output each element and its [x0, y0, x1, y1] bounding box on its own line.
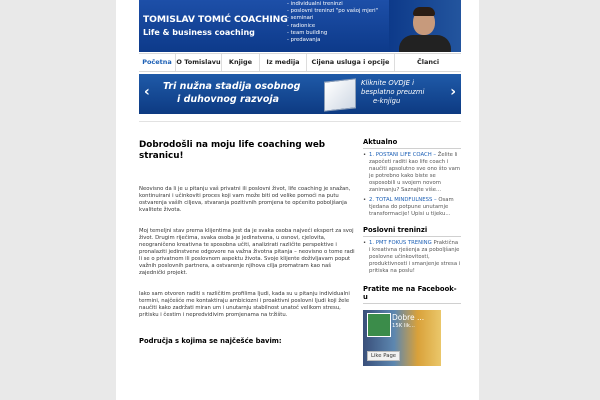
banner-promo-3[interactable]: e-knjigu	[373, 97, 401, 105]
intro-paragraph: Neovisno da li je u pitanju vaš privatni ili poslovni život, life coaching je snažan, kontinuirani i učinkoviti proces koji vam može biti od velike pomoći na putu ostvarenja vaših ciljeva, stvaranja pozitivnih promjena te općenito poboljšanja kvalitete života.	[139, 186, 351, 213]
service-item: - team building	[287, 30, 378, 37]
service-item: - radionice	[287, 23, 378, 30]
banner-next-icon[interactable]: ›	[450, 84, 456, 100]
portrait-body	[399, 35, 451, 52]
banner-headline-2: i duhovnog razvoja	[177, 94, 280, 105]
page-heading: Dobrodošli na moju life coaching web stranicu!	[139, 140, 326, 161]
aktualno-item[interactable]: • 1. POSTANI LIFE COACH – Želite li započeti raditi kao life coach i naučiti apsolutno sve ono što vam je potrebno kako biste se osposobili u svojem novom zanimanju? Saznajte više...	[363, 152, 461, 193]
aktualno-item-title[interactable]: 1. POSTANI LIFE COACH	[369, 152, 432, 158]
sidebar	[363, 138, 461, 366]
site-title[interactable]: TOMISLAV TOMIĆ COACHING	[143, 14, 288, 25]
nav-item-knjige[interactable]: Knjige	[222, 54, 260, 71]
facebook-heading: Pratite me na Facebook-u	[363, 285, 461, 304]
nav-item-cijena-usluga[interactable]: Cijena usluga i opcije	[307, 54, 395, 71]
main-nav	[139, 53, 461, 72]
aktualno-item[interactable]: • 2. TOTAL MINDFULNESS – Osam tjedana do potpune unutarnje transformacije! Upisi u tijeku...	[363, 197, 454, 217]
philosophy-paragraph: Moj temeljni stav prema klijentima jest da je svaka osoba najveći ekspert za svoj život. Drugim riječima, svaka osoba je jedinstvena, u osnovi, cjelovita, neograničeno kreativna te sposobna učiti, analizirati različite perspektive i pronalaziti jedinstvene odgovore na važna životna pitanja – neovisno o tome radi li se o privatnom ili poslovnom aspektu života. Svoje klijente doživljavam poput važnih poslovnih partnera, a ostvarenje njihova cilja promatram kao naš zajednički projekt.	[139, 228, 355, 276]
banner-promo-1[interactable]: Kliknite OVDJE i	[361, 79, 414, 87]
fb-like-count: 15K lik...	[392, 323, 415, 329]
ebook-banner[interactable]	[139, 74, 461, 114]
banner-promo-2[interactable]: besplatno preuzmi	[361, 88, 425, 96]
bullet-icon: •	[363, 152, 367, 158]
bullet-icon: •	[363, 240, 367, 246]
nav-item-o-tomislavu[interactable]: O Tomislavu	[176, 54, 222, 71]
service-item: - poslovni treninzi "po vašoj mjeri"	[287, 8, 378, 15]
treninzi-item-desc: Praktična i kreativna rješenja za poboljšanje poslovne učinkovitosti, produktivnosti i smanjenje stresa i pritiska na poslu!	[369, 240, 461, 274]
aktualno-heading: Aktualno	[363, 138, 461, 149]
site-header	[139, 0, 461, 52]
fb-like-button[interactable]: Like Page	[367, 351, 400, 361]
fb-page-name[interactable]: Dobre ...	[392, 313, 425, 322]
nav-item-pocetna[interactable]: Početna	[139, 54, 176, 71]
service-item: - individualni treninzi	[287, 1, 378, 8]
portrait-hair	[413, 7, 435, 16]
treninzi-item[interactable]	[363, 240, 461, 275]
divider	[139, 121, 461, 122]
aktualno-item-desc: Osam tjedana do potpune unutarnje transformacije! Upisi u tijeku...	[369, 197, 454, 217]
clients-paragraph: Iako sam otvoren raditi s različitim profilima ljudi, kada su u pitanju individualni termini, najčešće me kontaktiraju ambiciozni i proaktivni poslovni ljudi koji žele naučiti kako zadržati miran um i unutarnju stabilnost unatoč velikom stresu, pritisku i čestim i nepredvidivim promjenama na tržištu.	[139, 291, 350, 318]
coach-portrait	[389, 0, 461, 52]
treninzi-heading: Poslovni treninzi	[363, 226, 461, 237]
service-item: - seminari	[287, 15, 378, 22]
nav-item-clanci[interactable]: Članci	[416, 58, 440, 66]
service-item: - predavanja	[287, 37, 378, 44]
bullet-icon: •	[363, 197, 367, 203]
nav-item-iz-medija[interactable]: Iz medija	[260, 54, 307, 71]
services-list	[287, 1, 378, 44]
banner-prev-icon[interactable]: ‹	[144, 84, 150, 100]
ebook-cover-icon	[324, 78, 356, 111]
banner-headline-1: Tri nužna stadija osobnog	[163, 81, 301, 92]
page	[116, 0, 479, 400]
areas-heading: Područja s kojima se najčešće bavim:	[139, 337, 282, 345]
treninzi-item-title[interactable]: 1. PMT FOKUS TRENING	[369, 240, 432, 246]
aktualno-item-title[interactable]: 2. TOTAL MINDFULNESS	[369, 197, 433, 203]
fb-page-avatar[interactable]	[367, 313, 391, 337]
site-subtitle: Life & business coaching	[143, 28, 255, 37]
main-content	[139, 140, 359, 345]
facebook-widget[interactable]	[363, 310, 441, 366]
aktualno-item-desc: Želite li započeti raditi kao life coach i naučiti apsolutno sve ono što vam je potrebno kako biste se osposobili u svojem novom zanimanju? Saznajte više...	[369, 152, 461, 193]
